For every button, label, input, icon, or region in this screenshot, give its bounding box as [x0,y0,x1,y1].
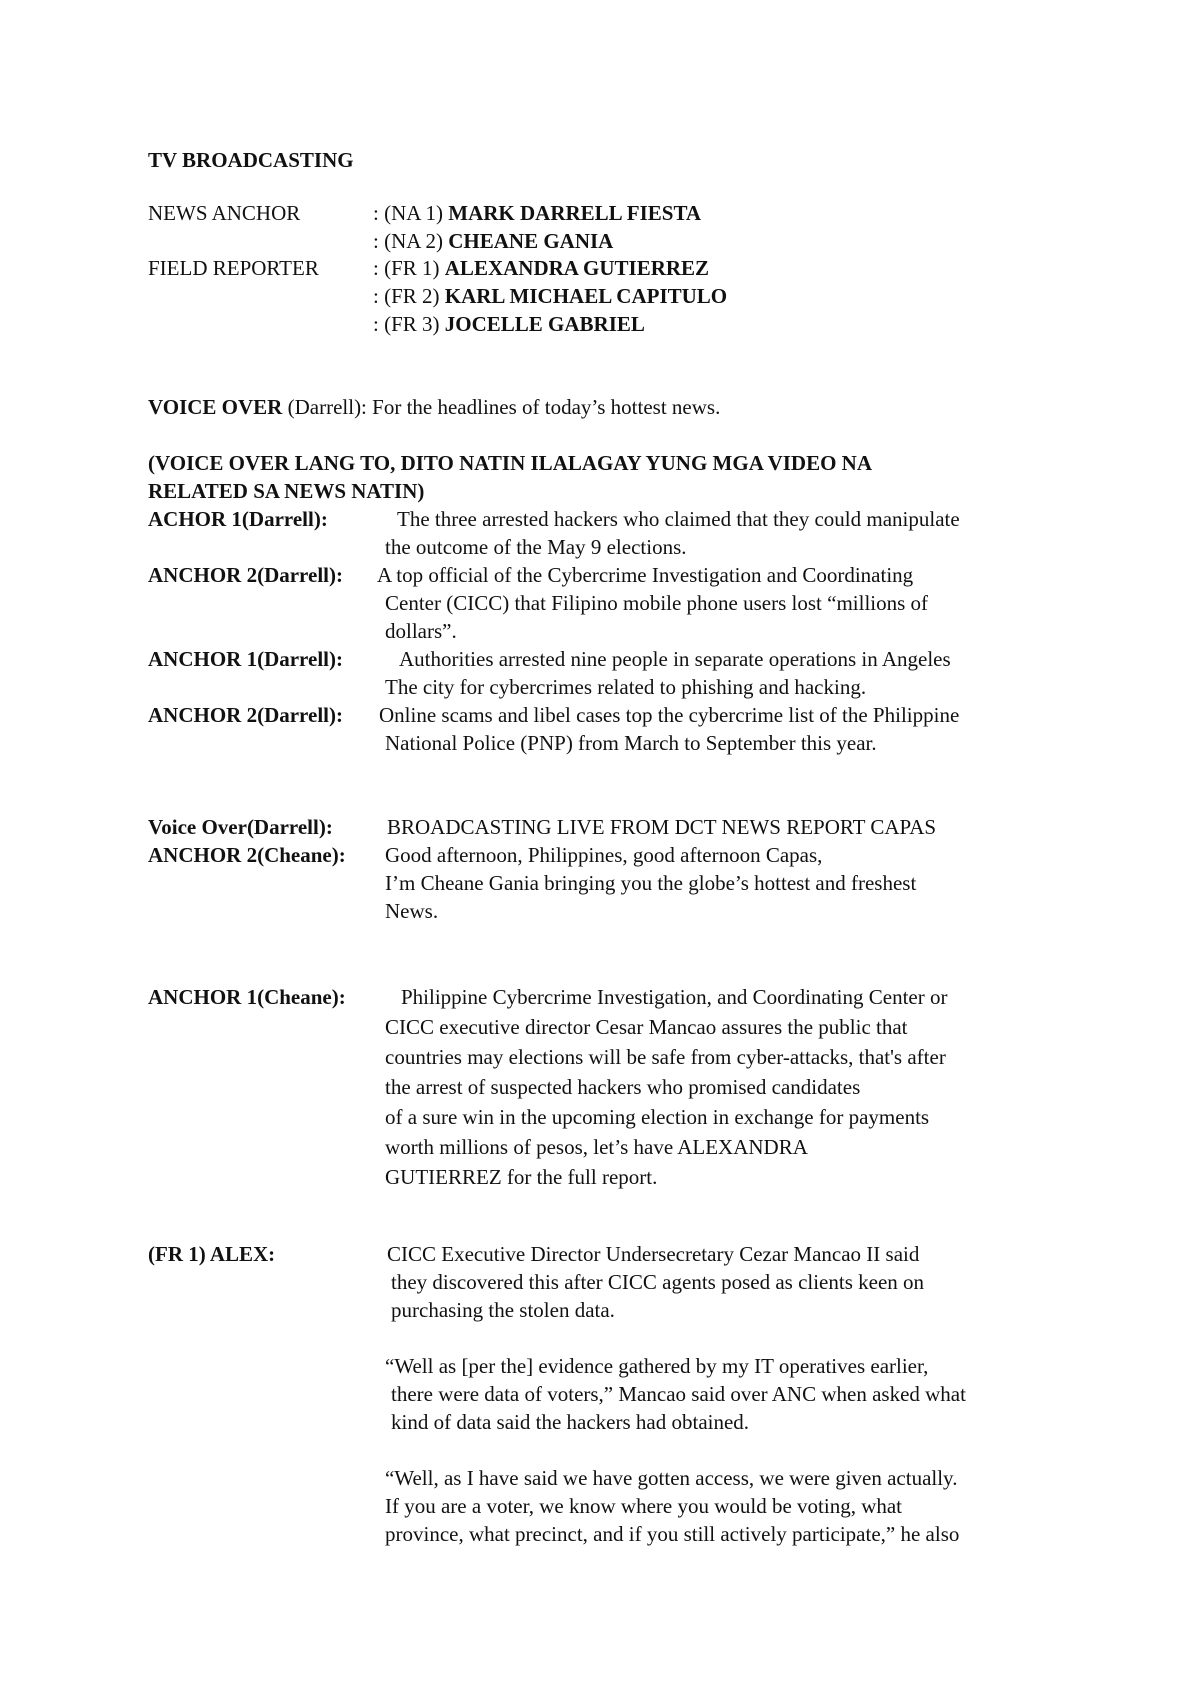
fr1-para3-line: If you are a voter, we know where you would be voting, what [385,1494,903,1518]
live-anchor2-line: I’m Cheane Gania bringing you the globe’s hottest and freshest [385,871,917,895]
fr1-para1-line: purchasing the stolen data. [391,1298,615,1322]
live-anchor2-line: News. [385,899,439,923]
live-vo-speaker: Voice Over(Darrell): [148,815,333,839]
fr1-para2-line: kind of data said the hackers had obtained. [391,1410,750,1434]
cast-na2 [373,227,613,255]
cast-fr1-name: ALEXANDRA GUTIERREZ [444,256,710,280]
cast-fr2-code: : (FR 2) [373,284,445,308]
cast-fr1 [373,254,709,282]
anchor1-cheane-line: worth millions of pesos, let’s have ALEXANDRA [385,1135,808,1159]
production-note-line1: (VOICE OVER LANG TO, DITO NATIN ILALAGAY YUNG MGA VIDEO NA [148,451,872,475]
production-note-line2: RELATED SA NEWS NATIN) [148,479,425,503]
cast-na1-name: MARK DARRELL FIESTA [448,201,702,225]
headline-3-line: Authorities arrested nine people in separate operations in Angeles [399,647,951,671]
fr1-speaker: (FR 1) ALEX: [148,1242,276,1266]
voice-over-text: (Darrell): For the headlines of today’s hottest news. [282,395,721,419]
anchor1-cheane-line: countries may elections will be safe from cyber-attacks, that's after [385,1045,946,1069]
fr1-para2-line: “Well as [per the] evidence gathered by my IT operatives earlier, [385,1354,929,1378]
cast-na1-code: : (NA 1) [373,201,449,225]
cast-fr2-name: KARL MICHAEL CAPITULO [444,284,728,308]
voice-over-label: VOICE OVER [148,395,283,419]
anchor1-cheane-line: CICC executive director Cesar Mancao assures the public that [385,1015,908,1039]
live-anchor2-speaker: ANCHOR 2(Cheane): [148,843,346,867]
headline-2-line: A top official of the Cybercrime Investigation and Coordinating [377,563,914,587]
live-anchor2-line: Good afternoon, Philippines, good afternoon Capas, [385,843,823,867]
headline-3-line: The city for cybercrimes related to phishing and hacking. [385,675,867,699]
cast-fr3 [373,310,645,338]
fr1-para2-line: there were data of voters,” Mancao said over ANC when asked what [391,1382,966,1406]
headline-1-line: The three arrested hackers who claimed that they could manipulate [397,507,960,531]
anchor1-cheane-line: Philippine Cybercrime Investigation, and Coordinating Center or [401,985,948,1009]
headline-2-speaker: ANCHOR 2(Darrell): [148,563,343,587]
anchor1-cheane-line: of a sure win in the upcoming election in exchange for payments [385,1105,930,1129]
headline-2-line: dollars”. [385,619,457,643]
headline-3-speaker: ANCHOR 1(Darrell): [148,647,343,671]
anchor1-cheane-line: GUTIERREZ for the full report. [385,1165,658,1189]
cast-na2-name: CHEANE GANIA [448,229,614,253]
cast-fr1-code: : (FR 1) [373,256,445,280]
cast-na2-code: : (NA 2) [373,229,449,253]
doc-title: TV BROADCASTING [148,148,354,172]
headline-2-line: Center (CICC) that Filipino mobile phone users lost “millions of [385,591,929,615]
fr1-para1-line: they discovered this after CICC agents posed as clients keen on [391,1270,925,1294]
news-anchor-label: NEWS ANCHOR [148,201,301,225]
cast-fr3-code: : (FR 3) [373,312,445,336]
headline-4-line: National Police (PNP) from March to September this year. [385,731,877,755]
anchor1-cheane-speaker: ANCHOR 1(Cheane): [148,985,346,1009]
cast-fr2 [373,282,727,310]
field-reporter-label: FIELD REPORTER [148,256,319,280]
headline-4-speaker: ANCHOR 2(Darrell): [148,703,343,727]
fr1-para3-line: province, what precinct, and if you still actively participate,” he also [385,1522,960,1546]
headline-4-line: Online scams and libel cases top the cybercrime list of the Philippine [379,703,960,727]
cast-na1 [373,199,701,227]
cast-fr3-name: JOCELLE GABRIEL [444,312,645,336]
headline-1-line: the outcome of the May 9 elections. [385,535,687,559]
headline-1-speaker: ACHOR 1(Darrell): [148,507,328,531]
fr1-para1-line: CICC Executive Director Undersecretary Cezar Mancao II said [387,1242,920,1266]
fr1-para3-line: “Well, as I have said we have gotten access, we were given actually. [385,1466,958,1490]
anchor1-cheane-line: the arrest of suspected hackers who promised candidates [385,1075,861,1099]
voice-over-line [148,393,720,421]
live-vo-text: BROADCASTING LIVE FROM DCT NEWS REPORT CAPAS [387,815,937,839]
